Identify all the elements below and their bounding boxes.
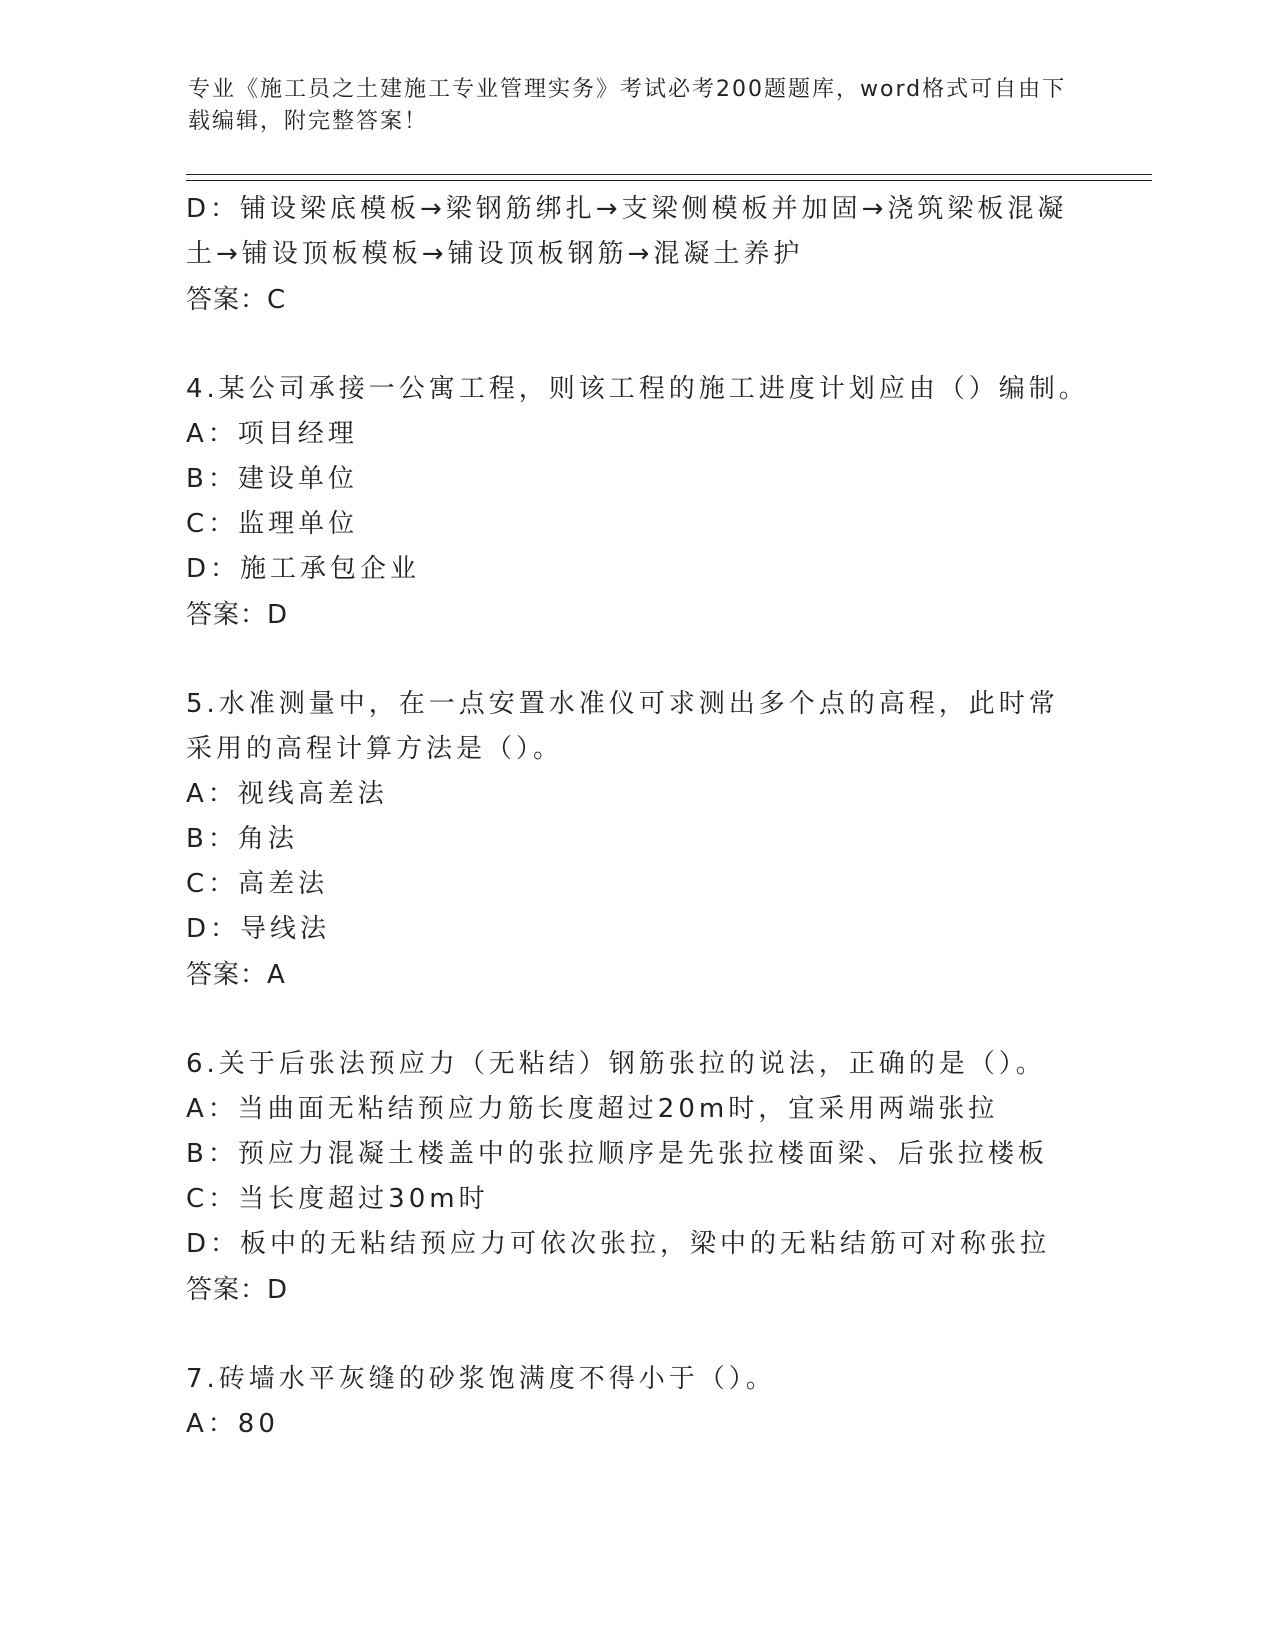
- option-d: D：板中的无粘结预应力可依次张拉，梁中的无粘结筋可对称张拉: [186, 1229, 1051, 1259]
- option-d: D：铺设梁底模板→梁钢筋绑扎→支梁侧模板并加固→浇筑梁板混凝土→铺设顶板模板→铺设顶板钢筋→混凝土养护: [186, 194, 1068, 269]
- option-a: A：当曲面无粘结预应力筋长度超过20m时，宜采用两端张拉: [186, 1094, 999, 1124]
- option-b: B：建设单位: [186, 464, 358, 494]
- option-c: C：当长度超过30m时: [186, 1184, 489, 1214]
- question-4: [186, 367, 1089, 638]
- option-b: B：预应力混凝土楼盖中的张拉顺序是先张拉楼面梁、后张拉楼板: [186, 1139, 1048, 1169]
- question-stem: 5.水准测量中，在一点安置水准仪可求测出多个点的高程，此时常采用的高程计算方法是（）。: [186, 689, 1059, 764]
- question-6: [186, 1042, 1086, 1313]
- document-header: 专业《施工员之土建施工专业管理实务》考试必考200题题库，word格式可自由下载编辑，附完整答案！: [188, 77, 1067, 134]
- question-5: [186, 682, 1086, 998]
- option-c: C：高差法: [186, 869, 329, 899]
- question-7: [186, 1357, 1086, 1447]
- answer-line: 答案：A: [186, 960, 286, 990]
- option-a: A：项目经理: [186, 419, 358, 449]
- option-a: A：80: [186, 1409, 279, 1439]
- answer-line: 答案：D: [186, 1275, 289, 1305]
- question-3-continued: [186, 187, 1086, 323]
- answer-line: 答案：D: [186, 600, 289, 630]
- option-d: D：施工承包企业: [186, 554, 421, 584]
- question-list: [186, 187, 1089, 1447]
- question-stem: 7.砖墙水平灰缝的砂浆饱满度不得小于（）。: [186, 1364, 776, 1394]
- option-a: A：视线高差法: [186, 779, 388, 809]
- question-stem: 6.关于后张法预应力（无粘结）钢筋张拉的说法，正确的是（）。: [186, 1049, 1046, 1079]
- header-divider-bottom: [186, 180, 1152, 181]
- option-b: B：角法: [186, 824, 298, 854]
- answer-line: 答案：C: [186, 285, 287, 315]
- option-c: C：监理单位: [186, 509, 359, 539]
- question-stem: 4.某公司承接一公寓工程，则该工程的施工进度计划应由（）编制。: [186, 374, 1089, 404]
- header-divider-top: [186, 174, 1152, 175]
- option-d: D：导线法: [186, 914, 331, 944]
